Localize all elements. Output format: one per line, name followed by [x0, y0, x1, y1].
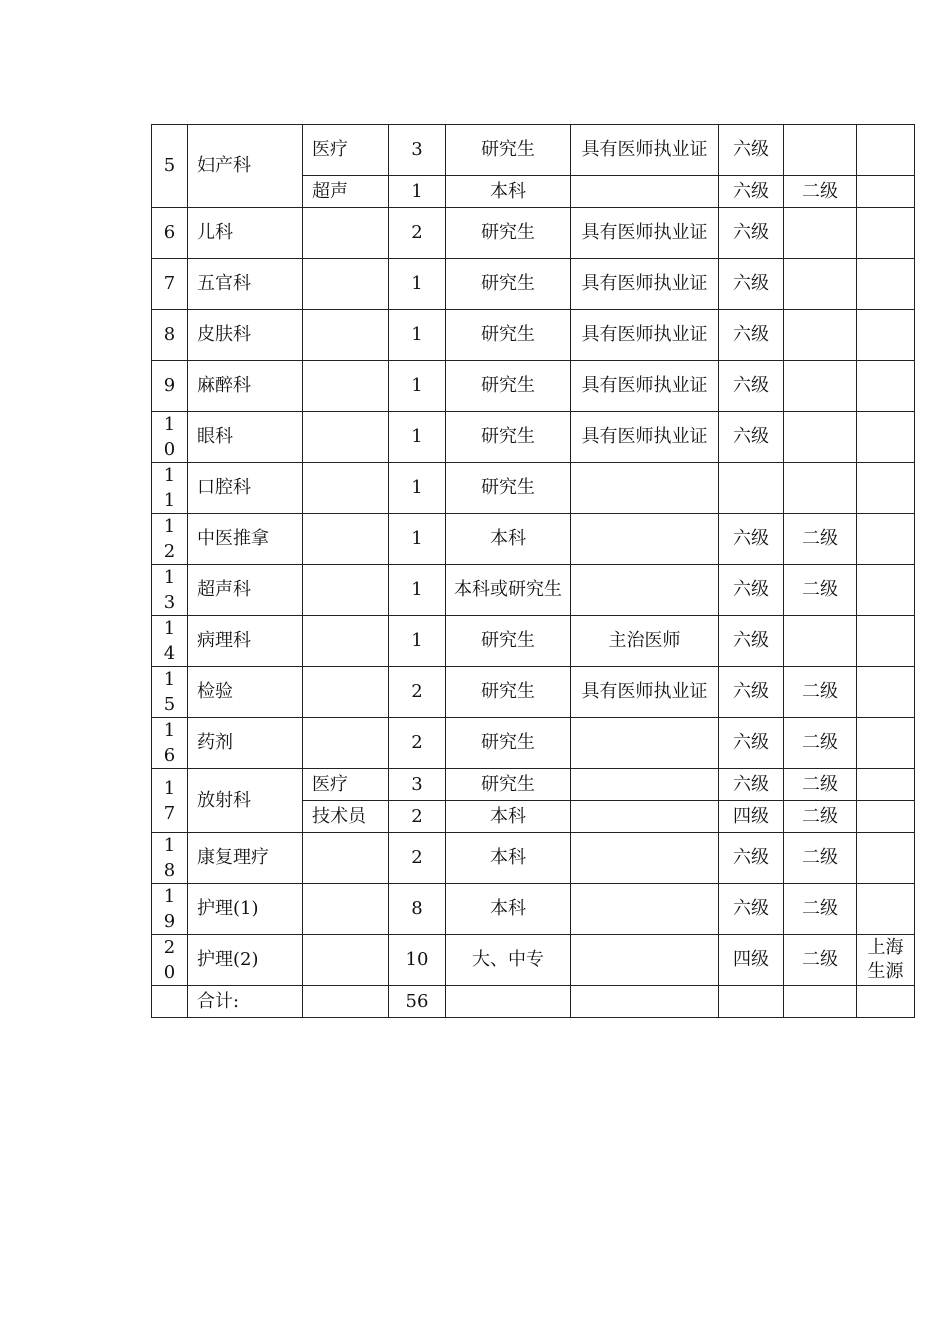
note [857, 667, 915, 718]
computer-level: 二级 [784, 769, 857, 801]
department: 病理科 [188, 616, 303, 667]
qualification [571, 935, 719, 986]
qualification [571, 718, 719, 769]
qualification [571, 176, 719, 208]
department: 妇产科 [188, 125, 303, 208]
english-level: 六级 [719, 310, 784, 361]
computer-level [784, 125, 857, 176]
english-level: 六级 [719, 667, 784, 718]
sub-department: 医疗 [303, 125, 389, 176]
department: 放射科 [188, 769, 303, 833]
qualification [571, 833, 719, 884]
headcount: 10 [389, 935, 446, 986]
computer-level: 二级 [784, 833, 857, 884]
english-level: 四级 [719, 935, 784, 986]
note [857, 884, 915, 935]
education: 研究生 [446, 769, 571, 801]
computer-level: 二级 [784, 667, 857, 718]
row-number: 5 [152, 125, 188, 208]
row-number: 1 4 [152, 616, 188, 667]
english-level: 六级 [719, 514, 784, 565]
education: 研究生 [446, 208, 571, 259]
note [857, 463, 915, 514]
computer-level [784, 616, 857, 667]
headcount: 2 [389, 667, 446, 718]
headcount: 3 [389, 769, 446, 801]
education: 本科 [446, 801, 571, 833]
row-number: 8 [152, 310, 188, 361]
table-row [152, 935, 915, 986]
row-number: 7 [152, 259, 188, 310]
note: 上海生源 [857, 935, 915, 986]
row-number: 1 2 [152, 514, 188, 565]
note [857, 833, 915, 884]
table-row [152, 718, 915, 769]
table-row [152, 412, 915, 463]
headcount: 1 [389, 176, 446, 208]
row-number: 9 [152, 361, 188, 412]
qualification: 具有医师执业证 [571, 125, 719, 176]
english-level: 六级 [719, 565, 784, 616]
table-row [152, 565, 915, 616]
headcount: 2 [389, 718, 446, 769]
computer-level: 二级 [784, 935, 857, 986]
english-level: 六级 [719, 412, 784, 463]
total-count: 56 [389, 986, 446, 1018]
computer-level: 二级 [784, 565, 857, 616]
total-row [152, 986, 915, 1018]
education: 研究生 [446, 259, 571, 310]
headcount: 1 [389, 514, 446, 565]
english-level: 六级 [719, 125, 784, 176]
qualification [571, 801, 719, 833]
total-note-cell [857, 986, 915, 1018]
department: 中医推拿 [188, 514, 303, 565]
qualification: 具有医师执业证 [571, 667, 719, 718]
total-sub-cell [303, 986, 389, 1018]
row-number: 1 3 [152, 565, 188, 616]
education: 本科 [446, 514, 571, 565]
computer-level: 二级 [784, 514, 857, 565]
sub-department: 超声 [303, 176, 389, 208]
note [857, 259, 915, 310]
qualification [571, 565, 719, 616]
education: 研究生 [446, 616, 571, 667]
qualification: 具有医师执业证 [571, 361, 719, 412]
qualification: 具有医师执业证 [571, 208, 719, 259]
education: 研究生 [446, 310, 571, 361]
row-number: 1 7 [152, 769, 188, 833]
department: 口腔科 [188, 463, 303, 514]
row-number: 1 8 [152, 833, 188, 884]
computer-level [784, 259, 857, 310]
recruitment-table [151, 124, 915, 1018]
qualification: 具有医师执业证 [571, 310, 719, 361]
english-level: 六级 [719, 361, 784, 412]
headcount: 1 [389, 361, 446, 412]
headcount: 2 [389, 208, 446, 259]
department: 儿科 [188, 208, 303, 259]
total-number-cell [152, 986, 188, 1018]
education: 大、中专 [446, 935, 571, 986]
sub-department: 技术员 [303, 801, 389, 833]
qualification: 具有医师执业证 [571, 412, 719, 463]
qualification [571, 514, 719, 565]
english-level: 六级 [719, 616, 784, 667]
computer-level [784, 463, 857, 514]
english-level [719, 463, 784, 514]
english-level: 六级 [719, 833, 784, 884]
headcount: 1 [389, 565, 446, 616]
table-row [152, 310, 915, 361]
qualification: 主治医师 [571, 616, 719, 667]
row-number: 1 1 [152, 463, 188, 514]
computer-level: 二级 [784, 176, 857, 208]
table-row [152, 125, 915, 176]
computer-level: 二级 [784, 718, 857, 769]
note [857, 361, 915, 412]
headcount: 2 [389, 833, 446, 884]
education: 本科 [446, 176, 571, 208]
english-level: 六级 [719, 176, 784, 208]
english-level: 四级 [719, 801, 784, 833]
note [857, 769, 915, 801]
education: 本科 [446, 884, 571, 935]
headcount: 8 [389, 884, 446, 935]
headcount: 1 [389, 616, 446, 667]
education: 研究生 [446, 718, 571, 769]
note [857, 208, 915, 259]
english-level: 六级 [719, 718, 784, 769]
sub-department [303, 259, 389, 310]
headcount: 1 [389, 412, 446, 463]
sub-department [303, 884, 389, 935]
headcount: 1 [389, 259, 446, 310]
headcount: 2 [389, 801, 446, 833]
department: 眼科 [188, 412, 303, 463]
computer-level [784, 412, 857, 463]
department: 药剂 [188, 718, 303, 769]
department: 护理(2) [188, 935, 303, 986]
total-comp-cell [784, 986, 857, 1018]
sub-department [303, 565, 389, 616]
headcount: 1 [389, 310, 446, 361]
sub-department: 医疗 [303, 769, 389, 801]
department: 皮肤科 [188, 310, 303, 361]
row-number: 1 6 [152, 718, 188, 769]
table-row [152, 361, 915, 412]
qualification [571, 769, 719, 801]
computer-level [784, 208, 857, 259]
sub-department [303, 616, 389, 667]
row-number: 1 0 [152, 412, 188, 463]
sub-department [303, 514, 389, 565]
qualification [571, 884, 719, 935]
english-level: 六级 [719, 259, 784, 310]
education: 研究生 [446, 125, 571, 176]
table-row [152, 884, 915, 935]
total-eng-cell [719, 986, 784, 1018]
education: 研究生 [446, 667, 571, 718]
sub-department [303, 361, 389, 412]
note [857, 412, 915, 463]
computer-level: 二级 [784, 884, 857, 935]
sub-department [303, 310, 389, 361]
department: 检验 [188, 667, 303, 718]
education: 本科 [446, 833, 571, 884]
table-row [152, 208, 915, 259]
sub-department [303, 667, 389, 718]
table-row [152, 667, 915, 718]
row-number: 6 [152, 208, 188, 259]
total-qual-cell [571, 986, 719, 1018]
sub-department [303, 208, 389, 259]
table-row [152, 833, 915, 884]
row-number: 1 9 [152, 884, 188, 935]
computer-level [784, 361, 857, 412]
note [857, 718, 915, 769]
table-row [152, 463, 915, 514]
note [857, 801, 915, 833]
education: 研究生 [446, 361, 571, 412]
sub-department [303, 718, 389, 769]
total-edu-cell [446, 986, 571, 1018]
total-label: 合计: [188, 986, 303, 1018]
table-row [152, 514, 915, 565]
english-level: 六级 [719, 769, 784, 801]
note [857, 310, 915, 361]
computer-level [784, 310, 857, 361]
education: 本科或研究生 [446, 565, 571, 616]
english-level: 六级 [719, 884, 784, 935]
sub-department [303, 833, 389, 884]
table-row [152, 259, 915, 310]
qualification: 具有医师执业证 [571, 259, 719, 310]
note [857, 616, 915, 667]
table-row [152, 769, 915, 801]
qualification [571, 463, 719, 514]
table-row [152, 616, 915, 667]
department: 康复理疗 [188, 833, 303, 884]
education: 研究生 [446, 463, 571, 514]
department: 麻醉科 [188, 361, 303, 412]
education: 研究生 [446, 412, 571, 463]
note [857, 565, 915, 616]
headcount: 1 [389, 463, 446, 514]
row-number: 2 0 [152, 935, 188, 986]
english-level: 六级 [719, 208, 784, 259]
note [857, 176, 915, 208]
sub-department [303, 412, 389, 463]
row-number: 1 5 [152, 667, 188, 718]
headcount: 3 [389, 125, 446, 176]
sub-department [303, 463, 389, 514]
department: 护理(1) [188, 884, 303, 935]
sub-department [303, 935, 389, 986]
department: 超声科 [188, 565, 303, 616]
computer-level: 二级 [784, 801, 857, 833]
department: 五官科 [188, 259, 303, 310]
note [857, 514, 915, 565]
note [857, 125, 915, 176]
